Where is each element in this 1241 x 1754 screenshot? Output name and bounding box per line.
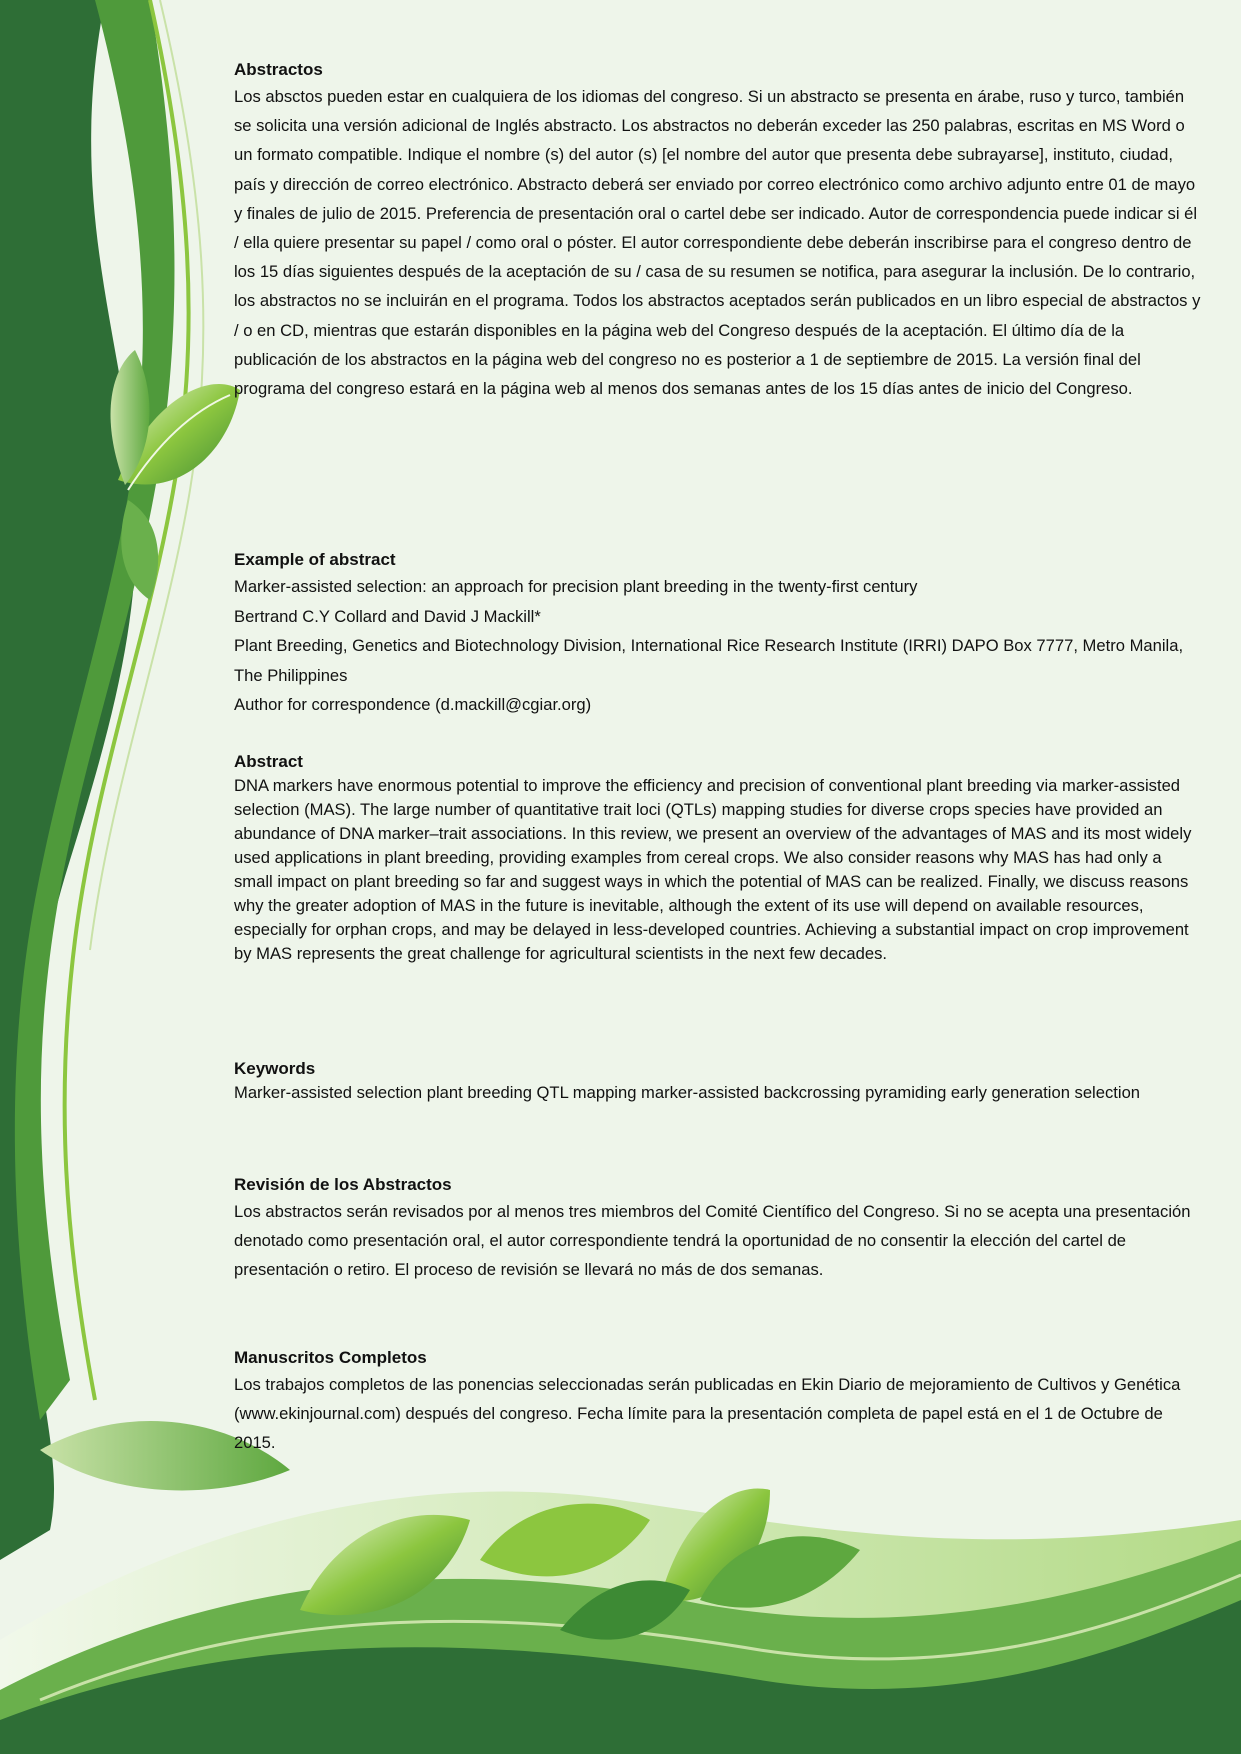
example-title: Marker-assisted selection: an approach for precision plant breeding in the twenty-first century xyxy=(234,577,918,596)
manuscritos-body: Los trabajos completos de las ponencias seleccionadas serán publicadas en Ekin Diario de mejoramiento de Cultivos y Genética (www.ekinjournal.com) después del congreso. Fecha límite para la presentación completa de papel está en el 1 de Octubre de 2015. xyxy=(234,1375,1181,1453)
section-manuscritos xyxy=(234,1346,1204,1458)
section-example xyxy=(234,548,1204,720)
heading-abstract: Abstract xyxy=(234,752,303,771)
heading-manuscritos: Manuscritos Completos xyxy=(234,1348,427,1367)
example-affiliation: Plant Breeding, Genetics and Biotechnology Division, International Rice Research Institute (IRRI) DAPO Box 7777, Metro Manila, The Philippines xyxy=(234,636,1184,685)
heading-revision: Revisión de los Abstractos xyxy=(234,1175,452,1194)
heading-abstractos: Abstractos xyxy=(234,60,323,79)
example-correspondence: Author for correspondence (d.mackill@cgiar.org) xyxy=(234,695,592,714)
section-keywords xyxy=(234,1057,1140,1105)
heading-example: Example of abstract xyxy=(234,550,396,569)
section-revision xyxy=(234,1173,1204,1285)
heading-keywords: Keywords xyxy=(234,1059,316,1078)
example-authors: Bertrand C.Y Collard and David J Mackill* xyxy=(234,606,541,626)
section-abstractos xyxy=(234,58,1204,403)
abstract-body: DNA markers have enormous potential to improve the efficiency and precision of conventional plant breeding via marker-assisted selection (MAS). The large number of quantitative trait loci (QTLs) mapping studies for diverse crops species have provided an abundance of DNA marker–trait associations. In this review, we present an overview of the advantages of MAS and its most widely used applications in plant breeding, providing examples from cereal crops. We also consider reasons why MAS has had only a small impact on plant breeding so far and suggest ways in which the potential of MAS can be realized. Finally, we discuss reasons why the greater adoption of MAS in the future is inevitable, although the extent of its use will depend on available resources, especially for orphan crops, and may be delayed in less-developed countries. Achieving a substantial impact on crop improvement by MAS represents the great challenge for agricultural scientists in the next few decades. xyxy=(234,776,1192,963)
abstractos-body: Los absctos pueden estar en cualquiera de los idiomas del congreso. Si un abstracto se presenta en árabe, ruso y turco, también se solicita una versión adicional de Inglés abstracto. Los abstractos no deberán exceder las 250 palabras, escritas en MS Word o un formato compatible. Indique el nombre (s) del autor (s) [el nombre del autor que presenta debe subrayarse], instituto, ciudad, país y dirección de correo electrónico. Abstracto deberá ser enviado por correo electrónico como archivo adjunto entre 01 de mayo y finales de julio de 2015. Preferencia de presentación oral o cartel debe ser indicado. Autor de correspondencia puede indicar si él / ella quiere presentar su papel / como oral o póster. El autor correspondiente debe deberán inscribirse para el congreso dentro de los 15 días siguientes después de la aceptación de su / casa de su resumen se notifica, para asegurar la inclusión. De lo contrario, los abstractos no se incluirán en el programa. Todos los abstractos aceptados serán publicados en un libro especial de abstractos y / o en CD, mientras que estarán disponibles en la página web del Congreso después de la aceptación. El último día de la publicación de los abstractos en la página web del congreso no es posterior a 1 de septiembre de 2015. La versión final del programa del congreso estará en la página web al menos dos semanas antes de los 15 días antes de inicio del Congreso. xyxy=(234,87,1201,399)
section-abstract xyxy=(234,750,1204,966)
revision-body: Los abstractos serán revisados por al menos tres miembros del Comité Científico del Congreso. Si no se acepta una presentación denotado como presentación oral, el autor correspondiente tendrá la oportunidad de no consentir la elección del cartel de presentación o retiro. El proceso de revisión se llevará no más de dos semanas. xyxy=(234,1202,1191,1280)
keywords-body: Marker-assisted selection plant breeding QTL mapping marker-assisted backcrossing pyramiding early generation selection xyxy=(234,1083,1141,1102)
